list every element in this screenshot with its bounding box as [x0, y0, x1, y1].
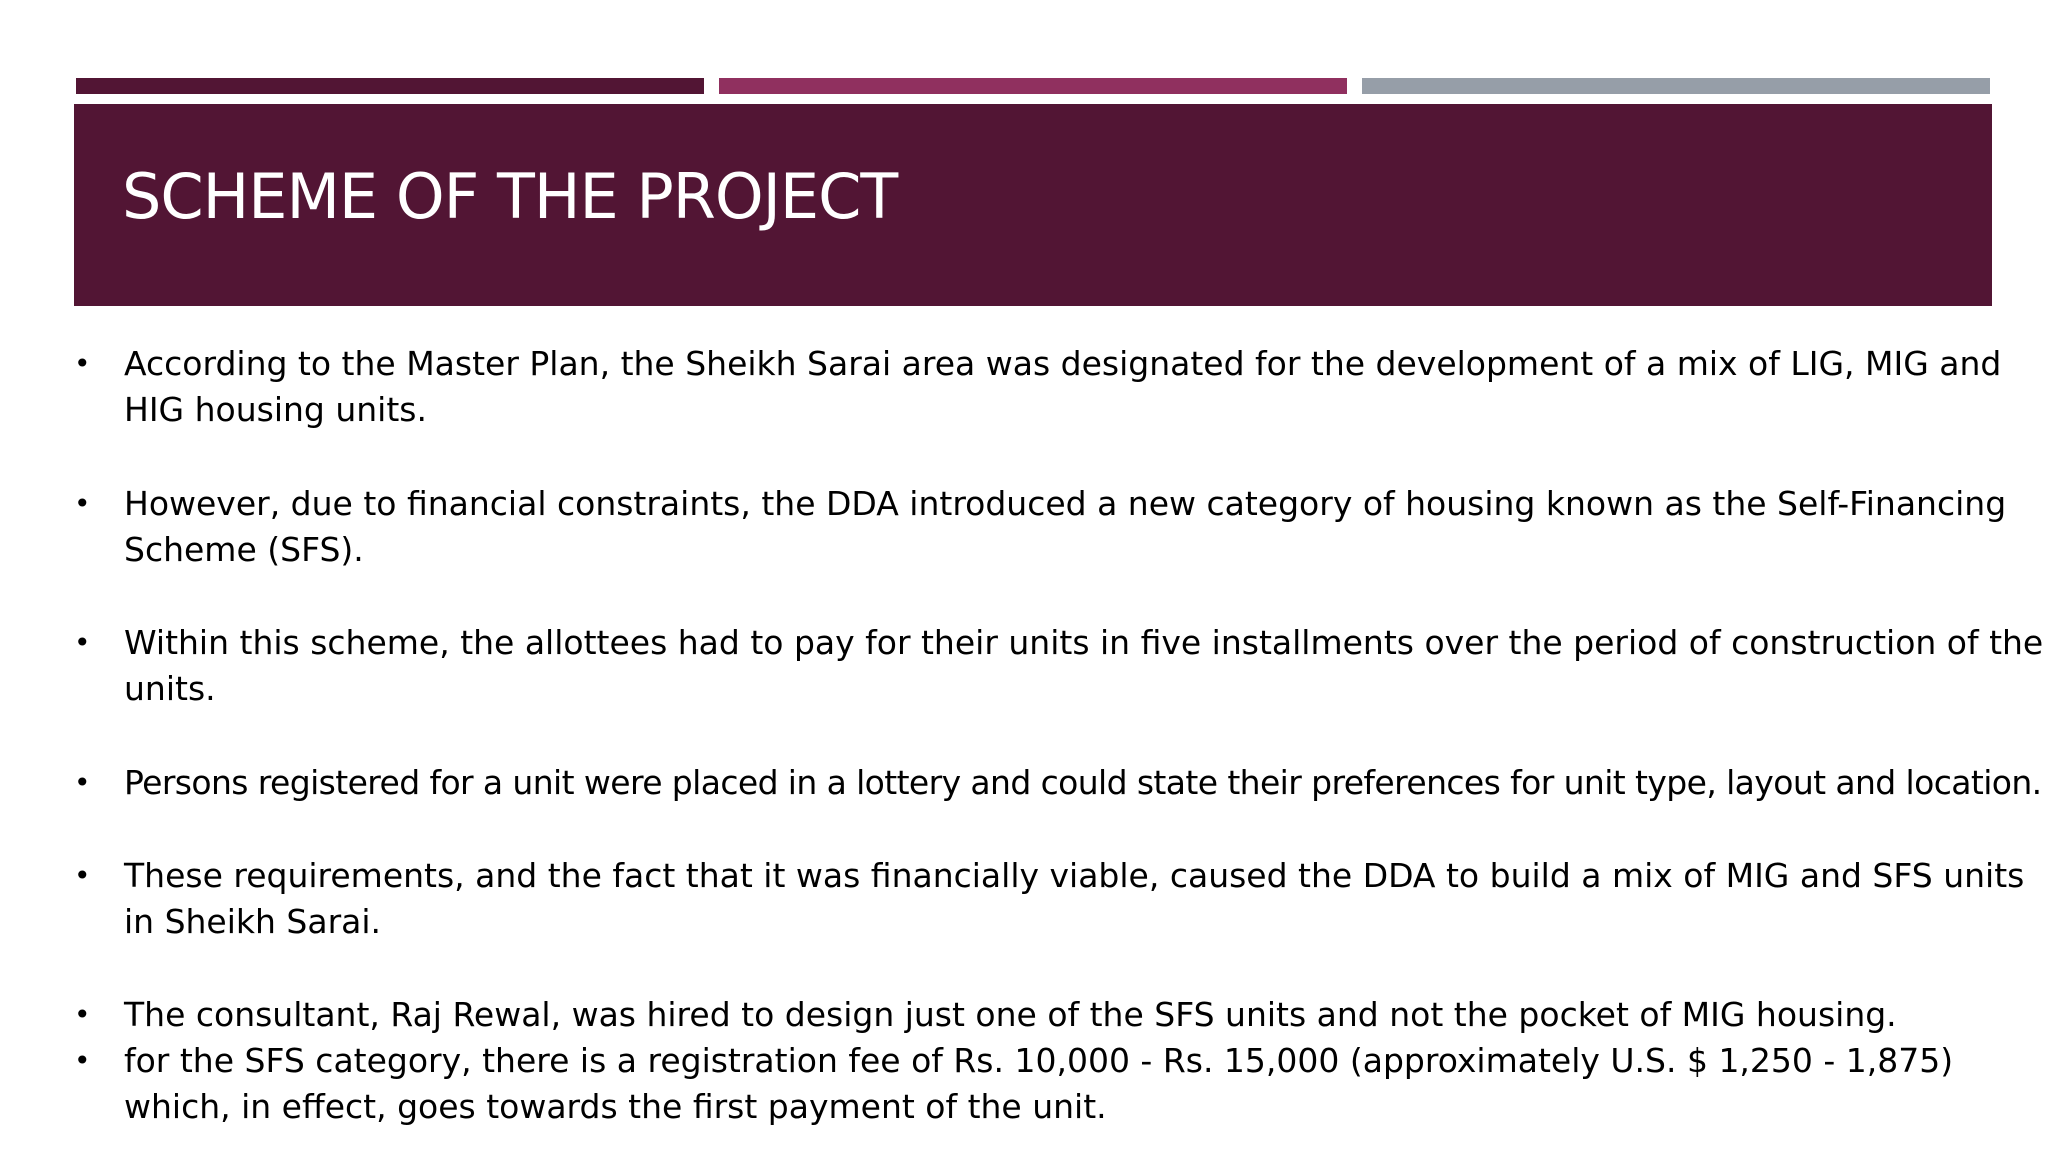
bullet-marker: • — [74, 626, 91, 659]
bullet-text: Persons registered for a unit were placed in a lottery and could state their preferences for unit type, layout and location. — [124, 763, 2042, 802]
bullet-marker: • — [74, 998, 91, 1031]
bullet-item — [74, 760, 2042, 806]
bullet-item — [74, 1038, 2014, 1130]
bullet-marker: • — [74, 487, 91, 520]
title-band — [74, 104, 1992, 306]
bullet-text: Within this scheme, the allottees had to pay for their units in five installments over the period of construction of the units. — [124, 623, 2044, 708]
bullet-item — [74, 992, 2014, 1038]
bullet-text: The consultant, Raj Rewal, was hired to design just one of the SFS units and not the pocket of MIG housing. — [124, 995, 1897, 1034]
bullet-marker: • — [74, 1044, 91, 1077]
bullet-marker: • — [74, 859, 91, 892]
accent-bar-dark — [76, 78, 704, 94]
slide-title: SCHEME OF THE PROJECT — [122, 160, 898, 233]
bullet-item — [74, 853, 2025, 945]
bullet-item — [74, 620, 2044, 712]
bullet-item — [74, 481, 2014, 573]
bullet-text: for the SFS category, there is a registration fee of Rs. 10,000 - Rs. 15,000 (approximately U.S. $ 1,250 - 1,875) which, in effect, goes towards the first payment of the unit. — [124, 1041, 1954, 1126]
accent-bar-magenta — [719, 78, 1347, 94]
bullet-marker: • — [74, 347, 91, 380]
bullet-item — [74, 341, 2014, 433]
bullet-text: However, due to financial constraints, the DDA introduced a new category of housing known as the Self-Financing Scheme (SFS). — [124, 484, 2007, 569]
bullet-text: These requirements, and the fact that it was financially viable, caused the DDA to build a mix of MIG and SFS units in Sheikh Sarai. — [124, 856, 2025, 941]
bullet-marker: • — [74, 766, 91, 799]
bullet-text: According to the Master Plan, the Sheikh Sarai area was designated for the development of a mix of LIG, MIG and HIG housing units. — [124, 344, 2002, 429]
accent-bar-gray — [1362, 78, 1990, 94]
